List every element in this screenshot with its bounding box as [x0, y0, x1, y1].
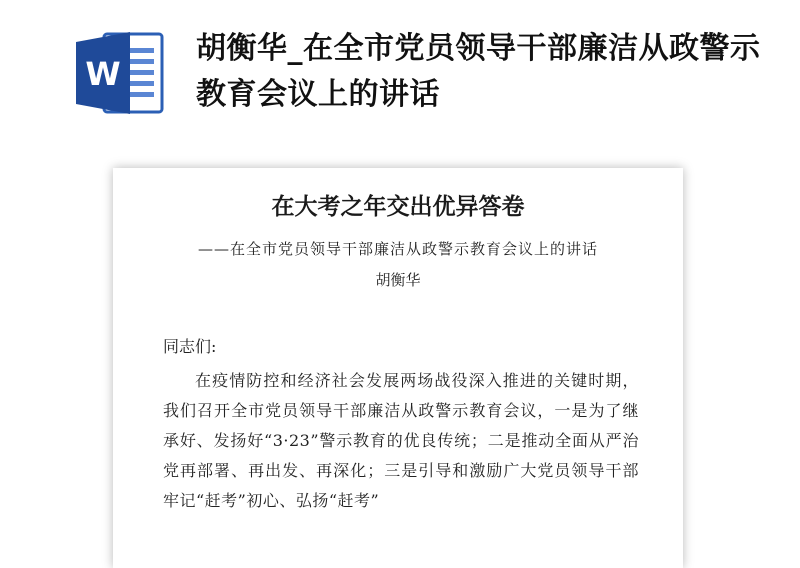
word-icon-letter: W — [85, 55, 121, 93]
document-body: 在疫情防控和经济社会发展两场战役深入推进的关键时期，我们召开全市党员领导干部廉洁从政警示教育会议，一是为了继承好、发扬好“3·23”警示教育的优良传统；二是推动全面从严治党再部署、再出发、再深化；三是引导和激励广大党员领导干部牢记“赶考”初心、弘扬“赶考” — [163, 371, 639, 510]
word-document-icon — [74, 28, 166, 118]
document-page — [113, 168, 683, 568]
document-author: 胡衡华 — [375, 271, 421, 289]
document-salutation: 同志们: — [163, 337, 217, 356]
page-title: 胡衡华_在全市党员领导干部廉洁从政警示教育会议上的讲话 — [196, 31, 761, 112]
document-subtitle: ——在全市党员领导干部廉洁从政警示教育会议上的讲话 — [197, 240, 598, 258]
document-title: 在大考之年交出优异答卷 — [271, 193, 525, 220]
header — [0, 0, 800, 150]
